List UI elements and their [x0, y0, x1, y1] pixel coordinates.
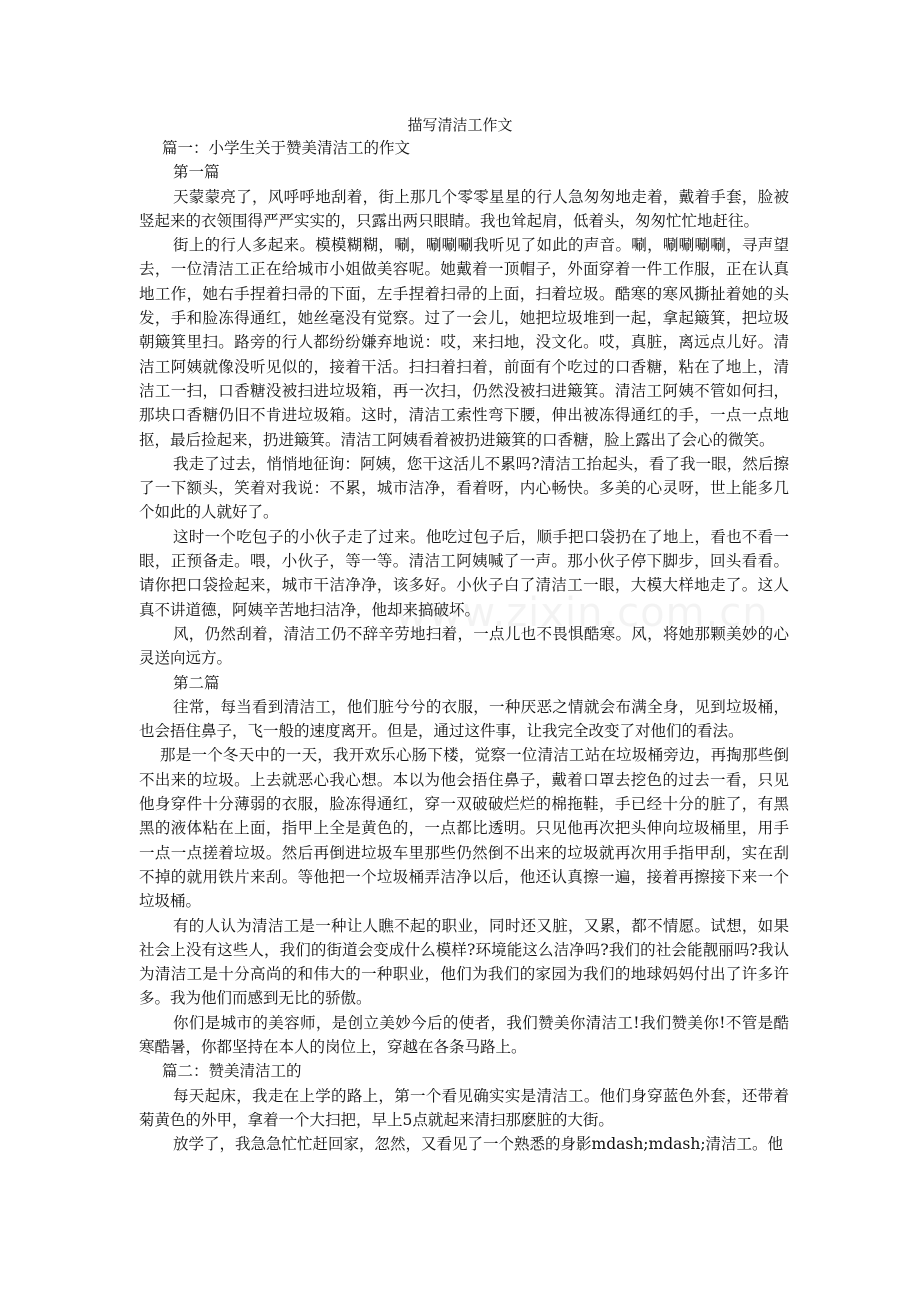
part1-heading: 篇一：小学生关于赞美清洁工的作文 — [162, 139, 411, 157]
section1-paragraph: 天蒙蒙亮了，风呼呼地刮着，街上那几个零零星星的行人急匆匆地走着，戴着手套，脸被竖起来的衣领围得严严实实的，只露出两只眼睛。我也耸起肩，低着头，匆匆忙忙地赶往。 — [139, 187, 789, 230]
section2-heading: 第二篇 — [173, 673, 220, 692]
section2-paragraph: 往常，每当看到清洁工，他们脏兮兮的衣服，一种厌恶之情就会布满全身，见到垃圾桶，也会捂住鼻子，飞一般的速度离开。但是，通过这件事，让我完全改变了对他们的看法。 — [139, 697, 789, 741]
section2-paragraph: 有的人认为清洁工是一种让人瞧不起的职业，同时还又脏，又累，都不情愿。试想，如果社会上没有这些人，我们的街道会变成什么模样?环境能这么洁净吗?我们的社会能靓丽吗?我认为清洁工是十分高尚的和伟大的一种职业，他们为我们的家园为我们的地球妈妈付出了许多许多。我为他们而感到无比的骄傲。 — [139, 916, 789, 1008]
section2-paragraph: 你们是城市的美容师，是创立美妙今后的使者，我们赞美你清洁工!我们赞美你!不管是酷寒酷暑，你都坚持在本人的岗位上，穿越在各条马路上。 — [139, 1013, 789, 1056]
section1-heading: 第一篇 — [173, 163, 220, 182]
section2-paragraph: 那是一个冬天中的一天，我开欢乐心肠下楼，觉察一位清洁工站在垃圾桶旁边，再掏那些倒不出来的垃圾。上去就恶心我心想。本以为他会捂住鼻子，戴着口罩去挖色的过去一看，只见他身穿件十分薄弱的衣服，脸冻得通红，穿一双破破烂烂的棉拖鞋，手已经十分的脏了，有黑黑的液体粘在上面，指甲上全是黄色的，一点都比透明。只见他再次把头伸向垃圾桶里，用手一点一点搓着垃圾。然后再倒进垃圾车里那些仍然倒不出来的垃圾就再次用手指甲刮，实在刮不掉的就用铁片来刮。等他把一个垃圾桶弄洁净以后，他还认真擦一遍，接着再擦接下来一个垃圾桶。 — [139, 746, 789, 911]
document-title: 描写清洁工作文 — [407, 116, 513, 134]
part2-paragraph: 放学了，我急急忙忙赶回家，忽然，又看见了一个熟悉的身影mdash;mdash;清洁工。他 — [173, 1135, 784, 1154]
section1-paragraph: 街上的行人多起来。模模糊糊，唰，唰唰唰我听见了如此的声音。唰，唰唰唰唰，寻声望去，一位清洁工正在给城市小姐做美容呢。她戴着一顶帽子，外面穿着一件工作服，正在认真地工作，她右手捏着扫帚的下面，左手捏着扫帚的上面，扫着垃圾。酷寒的寒风撕扯着她的头发，手和脸冻得通红，她丝毫没有觉察。过了一会儿，她把垃圾堆到一起，拿起簸箕，把垃圾朝簸箕里扫。路旁的行人都纷纷嫌弃地说：哎，来扫地，没文化。哎，真脏，离远点儿好。清洁工阿姨就像没听见似的，接着干活。扫扫着扫着，前面有个吃过的口香糖，粘在了地上，清洁工一扫，口香糖没被扫进垃圾箱，再一次扫，仍然没被扫进簸箕。清洁工阿姨不管如何扫，那块口香糖仍旧不肯进垃圾箱。这时，清洁工索性弯下腰，伸出被冻得通红的手，一点一点地抠，最后捡起来，扔进簸箕。清洁工阿姨看着被扔进簸箕的口香糖，脸上露出了会心的微笑。 — [139, 236, 789, 449]
section1-paragraph: 我走了过去，悄悄地征询：阿姨，您干这活儿不累吗?清洁工抬起头，看了我一眼，然后擦了一下额头，笑着对我说：不累，城市洁净，看着呀，内心畅快。多美的心灵呀，世上能多几个如此的人就好了。 — [139, 454, 789, 522]
part2-heading: 篇二：赞美清洁工的 — [162, 1062, 302, 1081]
document-body — [139, 136, 789, 1156]
part2-paragraph: 每天起床，我走在上学的路上，第一个看见确实实是清洁工。他们身穿蓝色外套，还带着菊黄色的外甲，拿着一个大扫把，早上5点就起来清扫那麽脏的大街。 — [139, 1086, 789, 1129]
section1-paragraph: 风，仍然刮着，清洁工仍不辞辛劳地扫着，一点儿也不畏惧酷寒。风，将她那颗美妙的心灵送向远方。 — [139, 624, 789, 668]
section1-paragraph: 这时一个吃包子的小伙子走了过来。他吃过包子后，顺手把口袋扔在了地上，看也不看一眼，正预备走。喂，小伙子，等一等。清洁工阿姨喊了一声。那小伙子停下脚步，回头看看。请你把口袋捡起来，城市干洁净净，该多好。小伙子白了清洁工一眼，大模大样地走了。这人真不讲道德，阿姨辛苦地扫洁净，他却来搞破坏。 — [139, 527, 789, 619]
